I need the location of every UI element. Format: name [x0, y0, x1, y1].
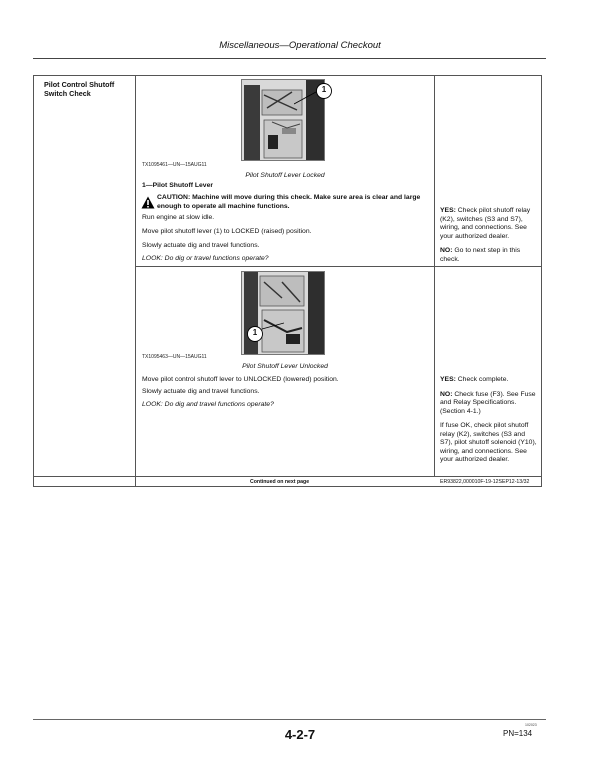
yes-result-2: YES: Check complete.	[440, 376, 509, 383]
instruction-5: Slowly actuate dig and travel functions.	[142, 388, 260, 395]
document-code: ER93822,000010F-19-12SEP12-13/32	[440, 479, 530, 485]
callout-number-unlocked: 1	[252, 328, 258, 337]
header-rule	[33, 58, 546, 59]
caption-locked: Pilot Shutoff Lever Locked	[245, 172, 325, 179]
footer-rule	[33, 719, 546, 720]
look-question-2: LOOK: Do dig and travel functions operate?	[142, 401, 274, 408]
footer-tiny-code: 102023	[525, 723, 537, 727]
pn-number: PN=134	[503, 729, 533, 738]
column-divider-left	[135, 76, 136, 486]
result-column-step1	[440, 207, 537, 270]
no-result-1: NO: Go to next step in this check.	[440, 247, 521, 263]
result-column-step2	[440, 376, 537, 471]
instruction-2: Move pilot shutoff lever (1) to LOCKED (raised) position.	[142, 228, 312, 235]
instruction-4: Move pilot control shutoff lever to UNLOCKED (lowered) position.	[142, 376, 339, 383]
instruction-3: Slowly actuate dig and travel functions.	[142, 242, 260, 249]
fuse-ok-note: If fuse OK, check pilot shutoff relay (K2), switches (S3 and S7), pilot shutoff solenoid (Y10), wiring, and connections. See your authorized dealer.	[440, 422, 537, 463]
instruction-1: Run engine at slow idle.	[142, 214, 215, 221]
caution-text: CAUTION: Machine will move during this check. Make sure area is clear and large enough to operate all machine functions.	[157, 194, 421, 210]
look-question-1: LOOK: Do dig or travel functions operate?	[142, 255, 269, 262]
callout-leader-locked	[294, 82, 336, 108]
section-title: Pilot Control Shutoff Switch Check	[44, 80, 115, 98]
procedure-table	[33, 75, 542, 487]
column-divider-right	[434, 76, 435, 476]
callout-leader-unlocked	[244, 321, 284, 349]
no-result-2: NO: Check fuse (F3). See Fuse and Relay Specifications. (Section 4-1.)	[440, 390, 536, 415]
figure-code-unlocked: TX1095463—UN—15AUG11	[142, 354, 207, 360]
legend-lever: 1—Pilot Shutoff Lever	[142, 182, 213, 189]
table-footer-rule	[34, 476, 541, 477]
continued-note: Continued on next page	[250, 479, 310, 485]
yes-result-1: YES: Check pilot shutoff relay (K2), switches (S3 and S7), wiring, and connections. See your authorized dealer.	[440, 207, 531, 240]
page-number: 4-2-7	[284, 727, 316, 742]
figure-code-locked: TX1095461—UN—15AUG11	[142, 162, 207, 168]
caption-unlocked: Pilot Shutoff Lever Unlocked	[242, 363, 328, 370]
caution-warning-icon	[141, 196, 155, 209]
callout-number-locked: 1	[321, 85, 327, 94]
page-header-title: Miscellaneous—Operational Checkout	[219, 40, 381, 51]
